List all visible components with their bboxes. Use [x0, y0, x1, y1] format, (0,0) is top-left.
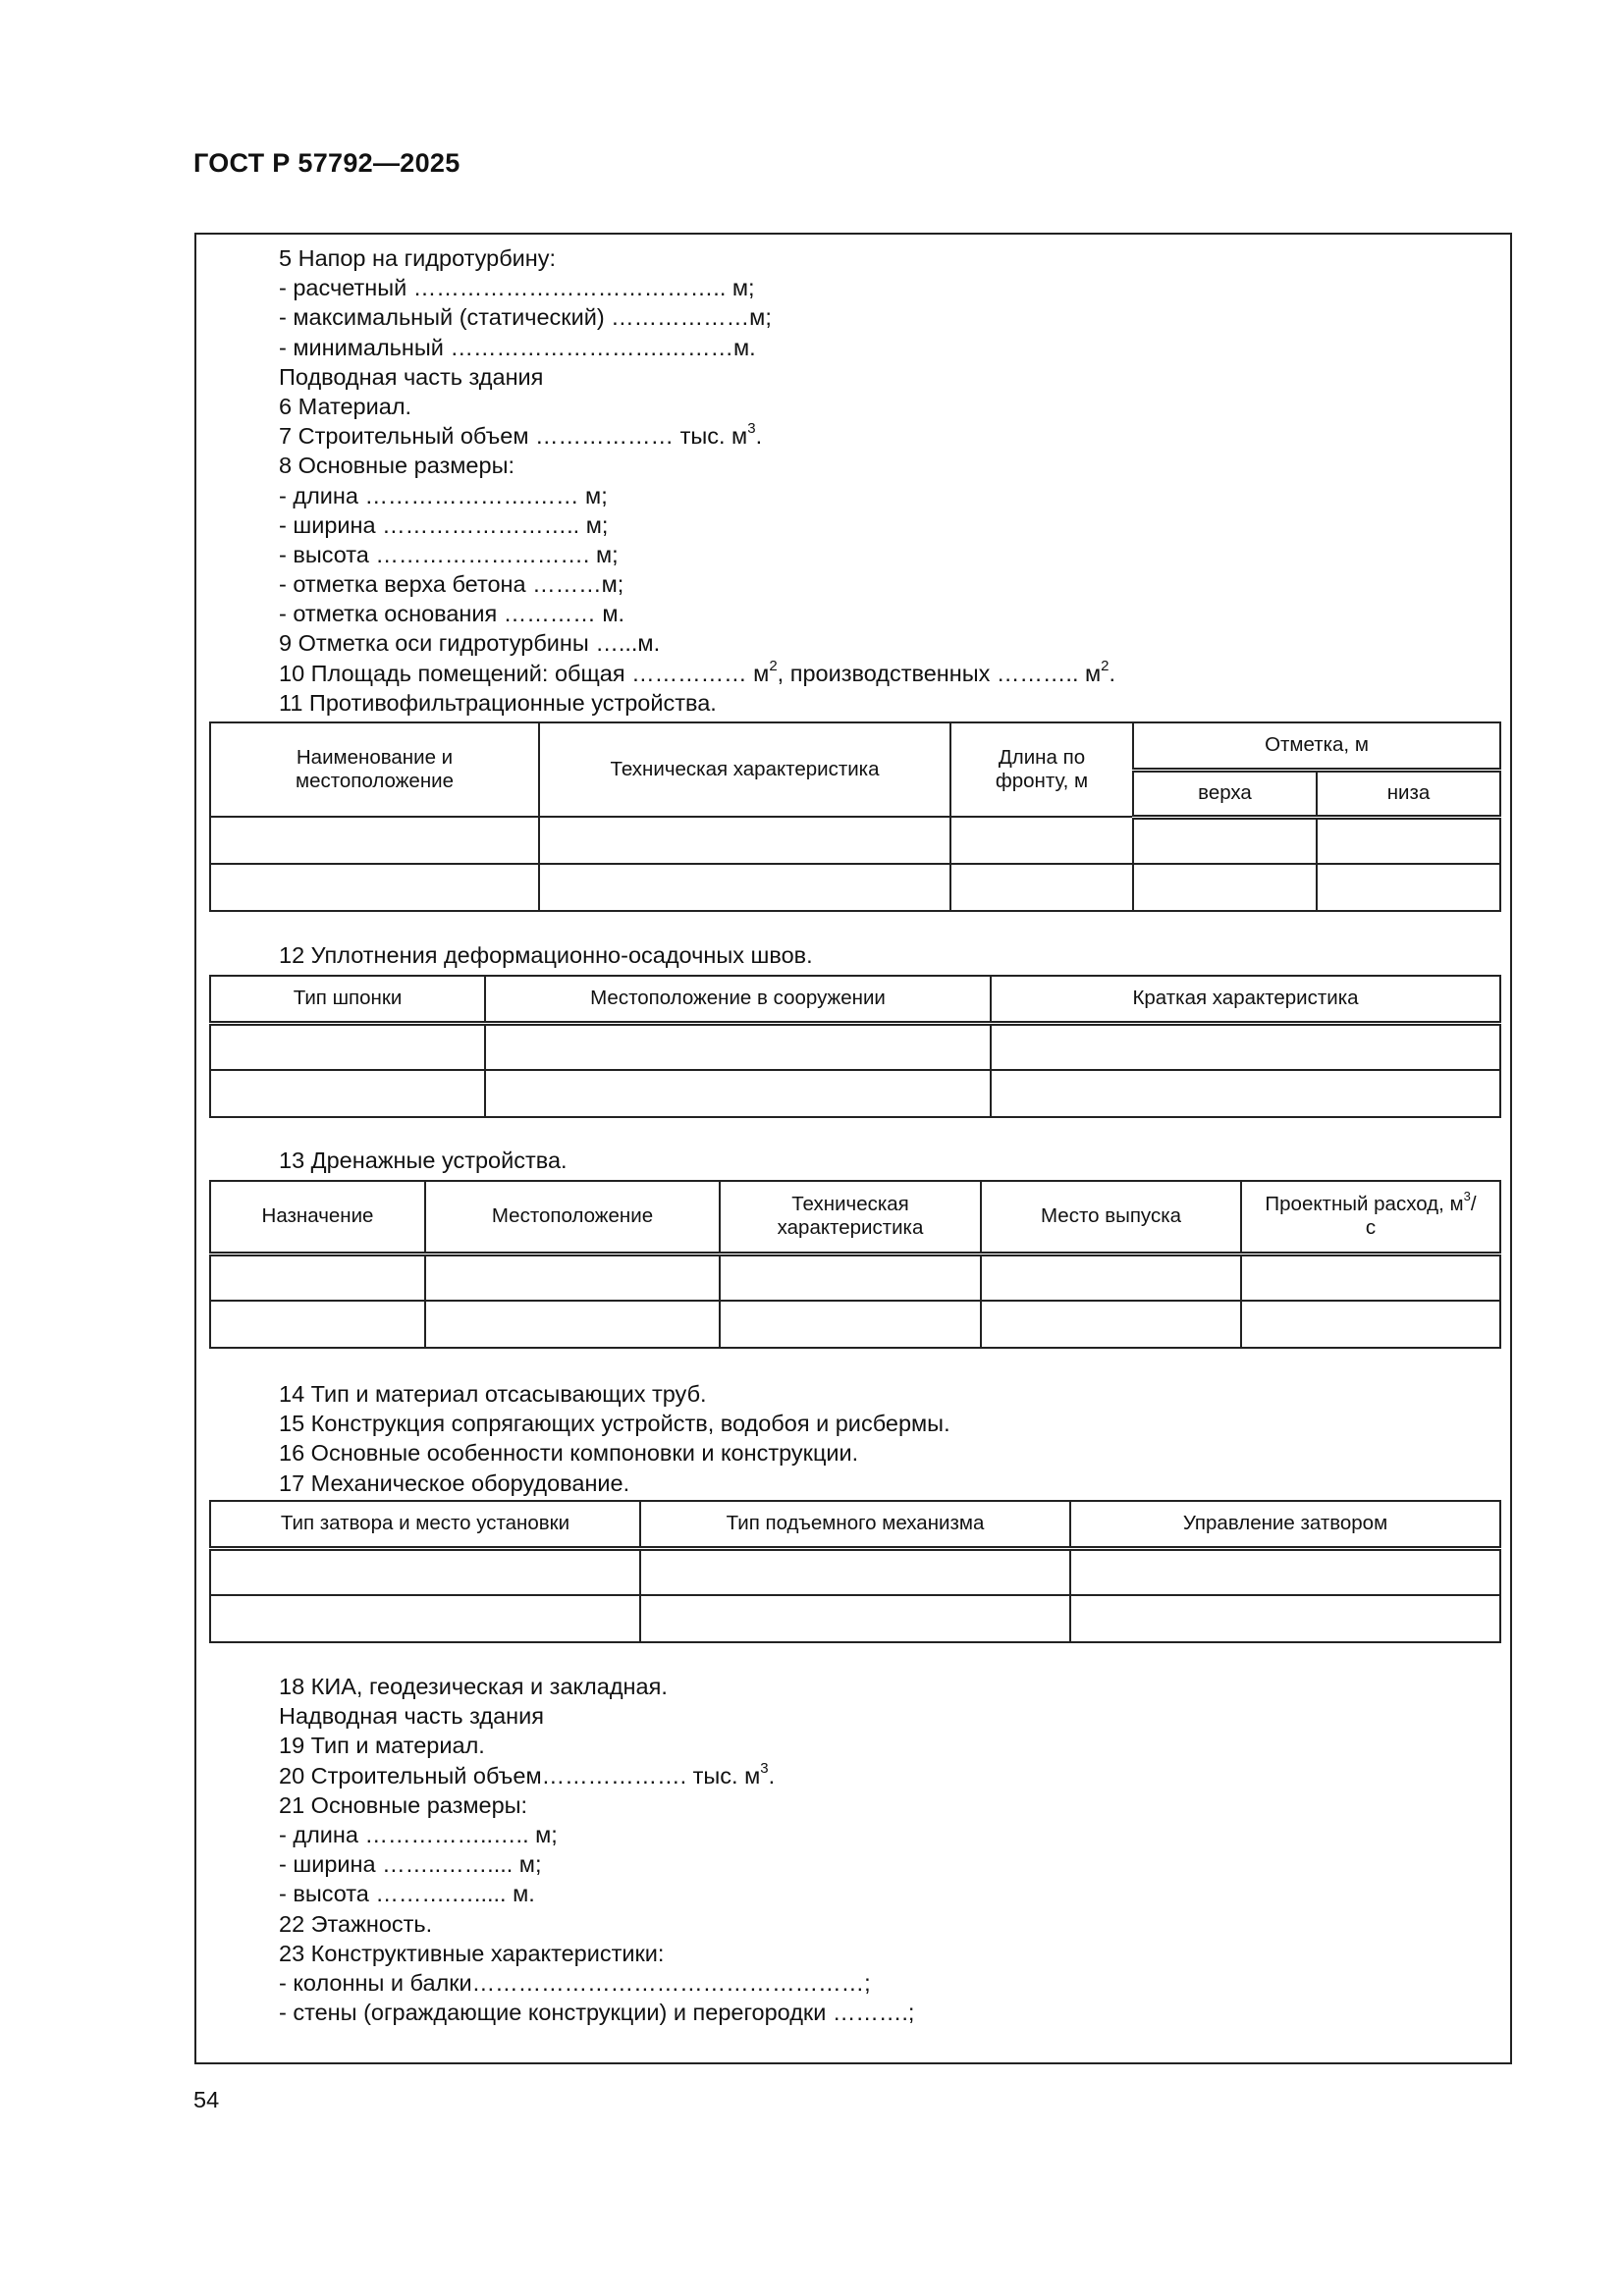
text-line: - колонны и балки……………………………………………; — [279, 1969, 871, 1996]
text-line: 9 Отметка оси гидротурбины …...м. — [279, 630, 661, 657]
text-line-area: 10 Площадь помещений: общая …………… $м^2$, производственных ……….. $м^2$. — [279, 657, 1116, 686]
table-cell — [425, 1254, 720, 1301]
text-line: Подводная часть здания — [279, 363, 544, 390]
table-cell — [950, 864, 1133, 911]
col-header-front-length: Длина по фронту, м — [950, 722, 1133, 817]
table-cell — [1241, 1254, 1500, 1301]
table-cell — [485, 1023, 991, 1070]
col-header-lifting-mechanism: Тип подъемного механизма — [640, 1501, 1070, 1548]
table-row — [210, 1070, 1500, 1117]
text-line: 8 Основные размеры: — [279, 453, 514, 479]
page-number: 54 — [193, 2087, 220, 2112]
text-line: - минимальный ……………………….………м. — [279, 334, 756, 360]
text-line: 18 КИА, геодезическая и закладная. — [279, 1674, 668, 1699]
text-line: - длина ………………….…… м; — [279, 482, 608, 508]
text-block-above-water-part — [279, 1672, 914, 2027]
text-line: - расчетный ………………………………….. м; — [279, 275, 755, 301]
col-header-location-in-structure: Местоположение в сооружении — [485, 976, 991, 1023]
text-line: 19 Тип и материал. — [279, 1733, 485, 1759]
text-block-items-14-17 — [279, 1379, 950, 1498]
text-line: 23 Конструктивные характеристики: — [279, 1940, 665, 1966]
text-line: 17 Механическое оборудование. — [279, 1469, 630, 1496]
document-header: ГОСТ Р 57792—2025 — [193, 148, 460, 178]
table-cell — [210, 817, 539, 864]
text-line: - ширина ……..…….... м; — [279, 1851, 542, 1878]
col-header-technical-characteristic: Техническая характеристика — [720, 1181, 981, 1254]
table-row — [210, 1023, 1500, 1070]
table-cell — [981, 1254, 1241, 1301]
table-cell — [720, 1301, 981, 1348]
table-row — [210, 1301, 1500, 1348]
text-line-volume: 7 Строительный объем ……………… тыс. $м^3$. — [279, 420, 763, 450]
text-line: 12 Уплотнения деформационно-осадочных швов. — [279, 942, 813, 968]
table-cell — [950, 817, 1133, 864]
col-header-technical-characteristic: Техническая характеристика — [539, 722, 950, 817]
table-cell — [1317, 864, 1500, 911]
table-cell — [210, 1595, 640, 1642]
text-line: - максимальный (статический) ………………м; — [279, 304, 772, 331]
table-mechanical-equipment — [209, 1500, 1501, 1643]
text-line: 5 Напор на гидротурбину: — [279, 245, 557, 271]
col-header-purpose: Назначение — [210, 1181, 425, 1254]
table-cell — [640, 1548, 1070, 1595]
col-header-key-type: Тип шпонки — [210, 976, 485, 1023]
col-header-brief-characteristic: Краткая характеристика — [991, 976, 1500, 1023]
text-line: 14 Тип и материал отсасывающих труб. — [279, 1381, 707, 1407]
table-cell — [1317, 817, 1500, 864]
text-line: - высота ……….…..... м. — [279, 1881, 535, 1907]
text-line: - ширина …………………….. м; — [279, 511, 609, 538]
text-line: 16 Основные особенности компоновки и конструкции. — [279, 1440, 859, 1467]
table-cell — [210, 864, 539, 911]
table-joint-seals — [209, 975, 1501, 1118]
text-line: - высота ………………………. м; — [279, 541, 619, 567]
table-cell — [1133, 817, 1317, 864]
text-line-volume: 20 Строительный объем………………. тыс. $м^3$. — [279, 1759, 776, 1789]
table-antifiltration-devices — [209, 721, 1501, 912]
col-header-location: Местоположение — [425, 1181, 720, 1254]
table-row — [210, 864, 1500, 911]
col-header-outlet-place: Место выпуска — [981, 1181, 1241, 1254]
table-cell — [210, 1301, 425, 1348]
text-line: Надводная часть здания — [279, 1703, 545, 1730]
col-header-mark-bottom: низа — [1317, 770, 1500, 817]
table-row — [210, 1548, 1500, 1595]
col-header-mark-top: верха — [1133, 770, 1317, 817]
text-line: - стены (ограждающие конструкции) и перегородки ……….; — [279, 2000, 915, 2026]
table-cell — [485, 1070, 991, 1117]
table-cell — [981, 1301, 1241, 1348]
table-cell — [210, 1070, 485, 1117]
text-line: 13 Дренажные устройства. — [279, 1148, 568, 1173]
col-header-gate-type-location: Тип затвора и место установки — [210, 1501, 640, 1548]
text-line: - отметка верха бетона ………м; — [279, 571, 624, 598]
text-block-turbine-underwater — [279, 243, 1115, 718]
text-line: 11 Противофильтрационные устройства. — [279, 689, 717, 716]
col-header-gate-control: Управление затвором — [1070, 1501, 1500, 1548]
table-cell — [640, 1595, 1070, 1642]
table-cell — [425, 1301, 720, 1348]
table-cell — [210, 1023, 485, 1070]
text-line: - отметка основания ………… м. — [279, 601, 625, 627]
table-row — [210, 1595, 1500, 1642]
col-header-name-location: Наименование и местоположение — [210, 722, 539, 817]
table-row — [210, 1254, 1500, 1301]
col-header-mark: Отметка, м — [1133, 722, 1500, 770]
table-cell — [1070, 1548, 1500, 1595]
table-cell — [210, 1254, 425, 1301]
table-cell — [539, 864, 950, 911]
table-cell — [539, 817, 950, 864]
col-header-design-flow: Проектный расход, $м^3/с$ — [1241, 1181, 1500, 1254]
text-line: 6 Материал. — [279, 393, 412, 419]
table-cell — [991, 1070, 1500, 1117]
table-drainage-devices — [209, 1180, 1501, 1349]
table-row — [210, 817, 1500, 864]
text-line: 15 Конструкция сопрягающих устройств, водобоя и рисбермы. — [279, 1411, 950, 1437]
table-cell — [1133, 864, 1317, 911]
table-cell — [720, 1254, 981, 1301]
table-cell — [1241, 1301, 1500, 1348]
text-block-item-13 — [279, 1146, 568, 1175]
text-line: - длина ……………..….. м; — [279, 1821, 558, 1847]
text-block-item-12 — [279, 940, 813, 970]
text-line: 22 Этажность. — [279, 1910, 433, 1937]
table-cell — [1070, 1595, 1500, 1642]
table-cell — [210, 1548, 640, 1595]
table-cell — [991, 1023, 1500, 1070]
text-line: 21 Основные размеры: — [279, 1791, 528, 1818]
